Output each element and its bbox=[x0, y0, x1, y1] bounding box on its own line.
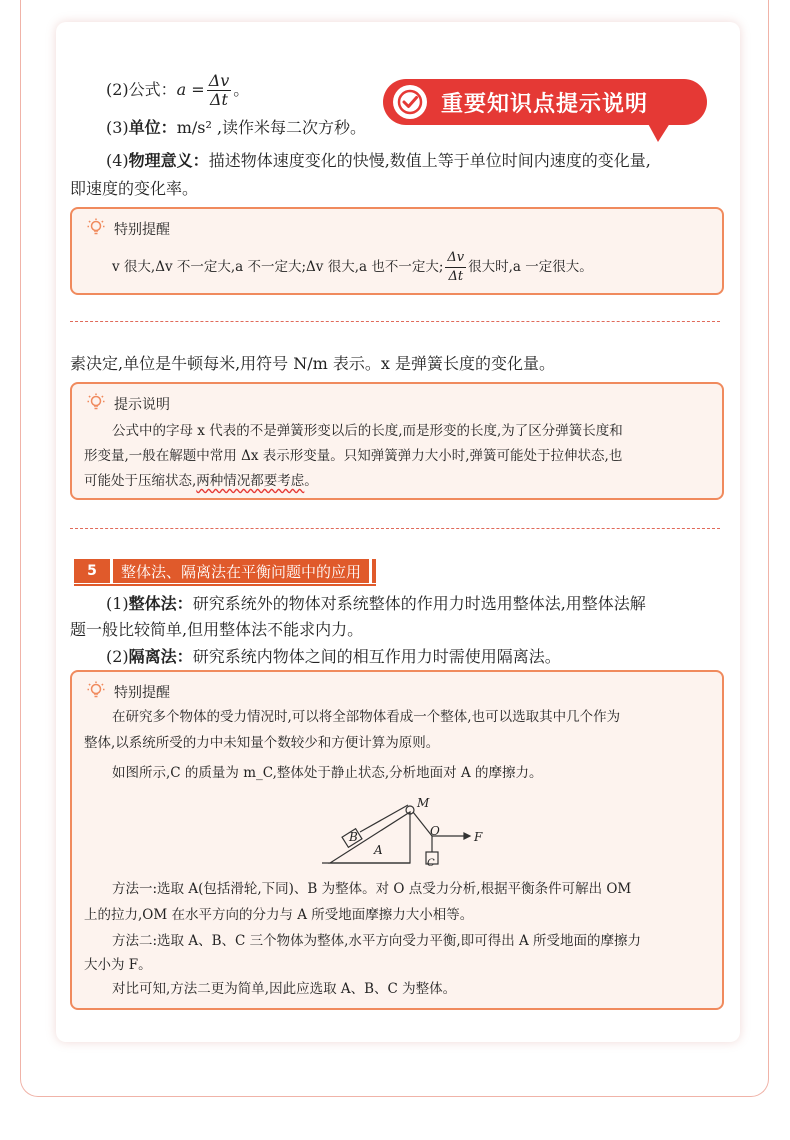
lightbulb-icon bbox=[86, 392, 106, 416]
label-f: F bbox=[474, 830, 483, 844]
label-c: C bbox=[427, 858, 435, 869]
hint-emphasis: 两种情况都要考虑 bbox=[196, 473, 305, 489]
section-number: 5 bbox=[74, 559, 110, 583]
hint-line-3a: 可能处于压缩状态, bbox=[84, 473, 197, 489]
meaning-label: 物理意义： bbox=[128, 151, 209, 170]
hint-line-2: 形变量,一般在解题中常用 Δx 表示形变量。只知弹簧弹力大小时,弹簧可能处于拉伸状态,也 bbox=[84, 448, 623, 464]
dashed-divider-2 bbox=[70, 528, 720, 529]
isolation-method-text: 研究系统内物体之间的相互作用力时需使用隔离法。 bbox=[192, 647, 561, 666]
formula-lhs: a = bbox=[176, 80, 205, 99]
reminder-box-1-fraction bbox=[445, 249, 466, 286]
reminder-2-line-3: 如图所示,C 的质量为 m_C,整体处于静止状态,分析地面对 A 的摩擦力。 bbox=[112, 765, 543, 781]
hint-line-1: 公式中的字母 x 代表的不是弹簧形变以后的长度,而是形变的长度,为了区分弹簧长度和 bbox=[112, 423, 623, 439]
reminder-box-1-title bbox=[86, 217, 170, 241]
spring-line: 素决定,单位是牛顿每米,用符号 N/m 表示。x 是弹簧长度的变化量。 bbox=[70, 354, 556, 373]
isolation-method-prefix: (2) bbox=[106, 647, 129, 666]
formula-end: 。 bbox=[233, 80, 250, 99]
reminder-2-line-6: 方法二:选取 A、B、C 三个物体为整体,水平方向受力平衡,即可得出 A 所受地面的摩擦力 bbox=[112, 933, 642, 949]
section-header-bar bbox=[372, 559, 376, 583]
reminder-box-1-label: 特别提醒 bbox=[114, 222, 170, 238]
dashed-divider-1 bbox=[70, 321, 720, 322]
whole-method-line bbox=[106, 592, 646, 616]
reminder-box-1-text bbox=[112, 249, 593, 286]
isolation-method-line bbox=[106, 645, 561, 669]
formula-fraction bbox=[207, 72, 232, 109]
arrow-head bbox=[464, 833, 470, 839]
force-diagram bbox=[322, 790, 492, 870]
reminder-fraction-numerator: Δv bbox=[445, 249, 466, 268]
whole-method-text: 研究系统外的物体对系统整体的作用力时选用整体法,用整体法解 bbox=[192, 594, 646, 613]
reminder-box-2-title bbox=[86, 680, 170, 704]
formula-numerator: Δv bbox=[208, 71, 230, 90]
whole-method-label: 整体法： bbox=[128, 594, 193, 613]
reminder-2-line-2: 整体,以系统所受的力中未知量个数较少和方便计算为原则。 bbox=[84, 735, 440, 751]
label-m: M bbox=[417, 796, 430, 810]
reminder-2-line-7: 大小为 F。 bbox=[84, 957, 152, 973]
hint-line-3 bbox=[84, 470, 318, 492]
hint-box-label: 提示说明 bbox=[114, 397, 170, 413]
label-o: O bbox=[430, 824, 440, 838]
key-point-banner bbox=[383, 79, 707, 125]
formula-denominator: Δt bbox=[210, 90, 228, 109]
reminder-box-2 bbox=[70, 670, 724, 1010]
lightbulb-icon bbox=[86, 217, 106, 241]
reminder-fraction-denominator: Δt bbox=[448, 269, 464, 284]
whole-method-prefix: (1) bbox=[106, 594, 129, 613]
reminder-box-1 bbox=[70, 207, 724, 295]
meaning-line bbox=[106, 149, 651, 173]
meaning-line-2: 即速度的变化率。 bbox=[70, 179, 199, 198]
formula-label: (2)公式： bbox=[106, 80, 177, 99]
label-b: B bbox=[349, 830, 358, 844]
reminder-2-line-5: 上的拉力,OM 在水平方向的分力与 A 所受地面摩擦力大小相等。 bbox=[84, 907, 474, 923]
hint-box-title bbox=[86, 392, 170, 416]
hint-line-3c: 。 bbox=[304, 473, 318, 489]
reminder-2-line-8: 对比可知,方法二更为简单,因此应选取 A、B、C 为整体。 bbox=[112, 981, 457, 997]
reminder-box-2-label: 特别提醒 bbox=[114, 685, 170, 701]
reminder-box-1-text-b: 很大时,a 一定很大。 bbox=[468, 259, 593, 275]
section-title: 整体法、隔离法在平衡问题中的应用 bbox=[113, 559, 369, 583]
isolation-method-label: 隔离法： bbox=[128, 647, 193, 666]
formula-line bbox=[106, 72, 249, 109]
label-a: A bbox=[374, 843, 383, 857]
check-circle-icon bbox=[393, 85, 427, 119]
meaning-prefix: (4) bbox=[106, 151, 129, 170]
reminder-2-line-1: 在研究多个物体的受力情况时,可以将全部物体看成一个整体,也可以选取其中几个作为 bbox=[112, 709, 621, 725]
reminder-2-line-4: 方法一:选取 A(包括滑轮,下同)、B 为整体。对 O 点受力分析,根据平衡条件可解出 OM bbox=[112, 881, 632, 897]
hint-box bbox=[70, 382, 724, 500]
banner-tail bbox=[646, 120, 672, 142]
section-header bbox=[74, 558, 376, 586]
unit-label: 单位： bbox=[128, 118, 177, 137]
lightbulb-icon bbox=[86, 680, 106, 704]
unit-text: m/s² ,读作米每二次方秒。 bbox=[176, 118, 367, 137]
unit-prefix: (3) bbox=[106, 118, 129, 137]
banner-text: 重要知识点提示说明 bbox=[441, 91, 649, 117]
reminder-box-1-text-a: v 很大,Δv 不一定大,a 不一定大;Δv 很大,a 也不一定大; bbox=[112, 259, 444, 275]
whole-method-line-2: 题一般比较简单,但用整体法不能求内力。 bbox=[70, 620, 364, 639]
meaning-text: 描述物体速度变化的快慢,数值上等于单位时间内速度的变化量, bbox=[208, 151, 651, 170]
unit-line bbox=[106, 116, 366, 140]
